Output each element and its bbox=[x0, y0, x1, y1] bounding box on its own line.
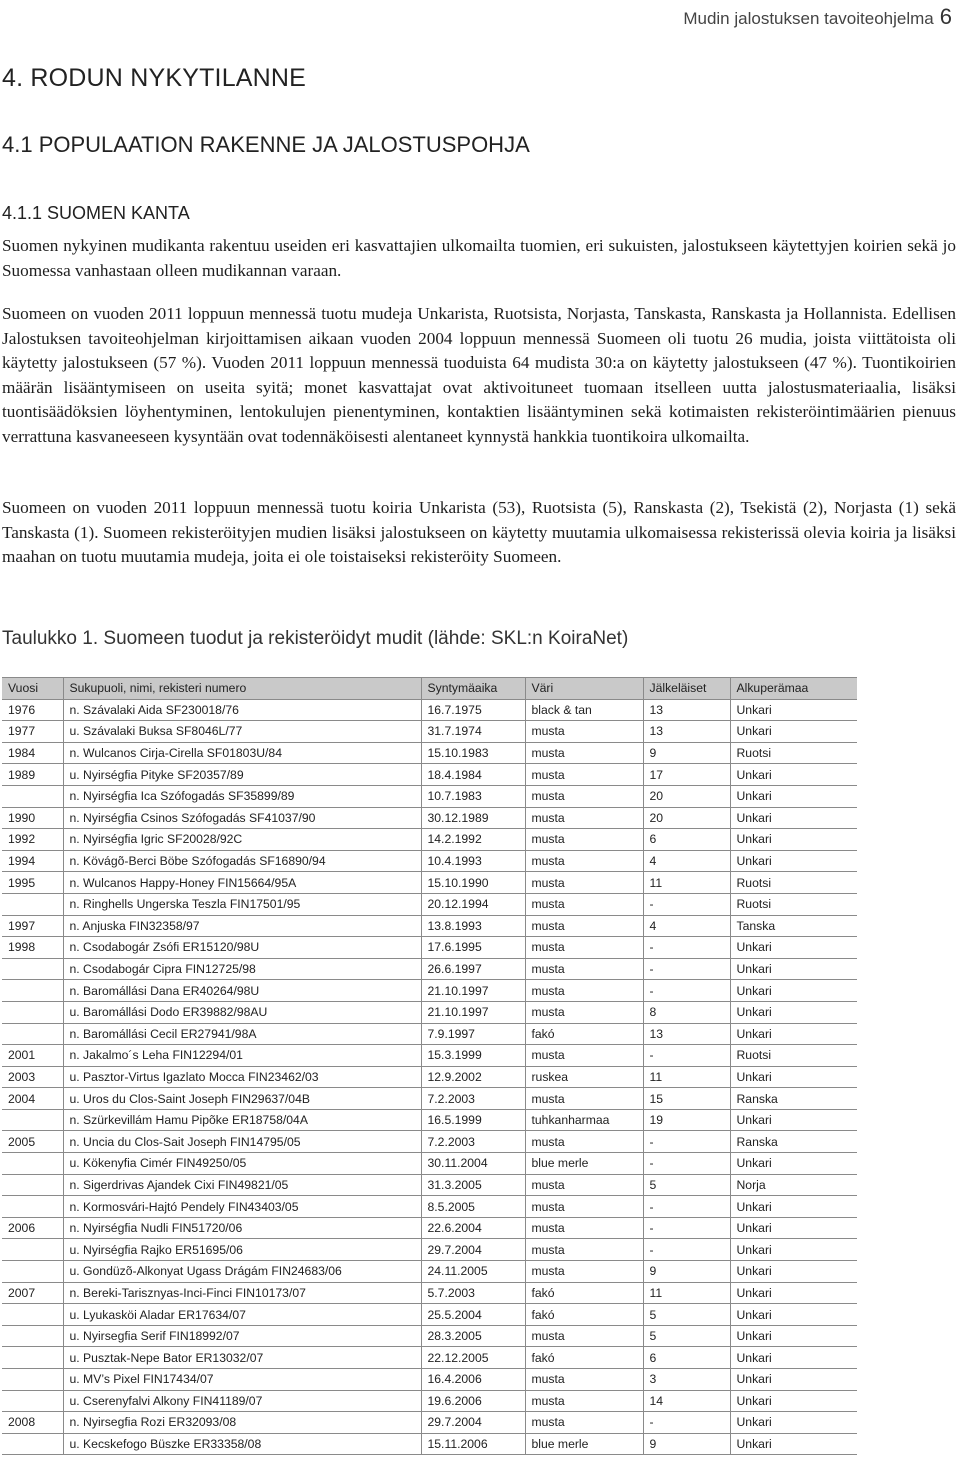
cell-col-name: u. Kökenyfia Cimér FIN49250/05 bbox=[63, 1153, 421, 1175]
cell-col-birthdate: 29.7.2004 bbox=[421, 1412, 525, 1434]
cell-col-year bbox=[2, 1109, 63, 1131]
cell-col-name: n. Wulcanos Happy-Honey FIN15664/95A bbox=[63, 872, 421, 894]
cell-col-birthdate: 5.7.2003 bbox=[421, 1282, 525, 1304]
cell-col-name: n. Anjuska FIN32358/97 bbox=[63, 915, 421, 937]
cell-col-origin: Unkari bbox=[730, 764, 857, 786]
cell-col-birthdate: 10.4.1993 bbox=[421, 850, 525, 872]
cell-col-color: musta bbox=[525, 937, 643, 959]
table-row bbox=[2, 1131, 857, 1153]
cell-col-birthdate: 30.12.1989 bbox=[421, 807, 525, 829]
table-row bbox=[2, 850, 857, 872]
cell-col-birthdate: 31.3.2005 bbox=[421, 1174, 525, 1196]
cell-col-color: musta bbox=[525, 829, 643, 851]
cell-col-year: 2005 bbox=[2, 1131, 63, 1153]
cell-col-name: n. Bereki-Tarisznyas-Inci-Finci FIN10173/07 bbox=[63, 1282, 421, 1304]
cell-col-origin: Ranska bbox=[730, 1088, 857, 1110]
cell-col-birthdate: 21.10.1997 bbox=[421, 980, 525, 1002]
cell-col-birthdate: 24.11.2005 bbox=[421, 1261, 525, 1283]
cell-col-origin: Unkari bbox=[730, 980, 857, 1002]
table-row bbox=[2, 872, 857, 894]
cell-col-offspring: 4 bbox=[643, 850, 730, 872]
cell-col-offspring: - bbox=[643, 980, 730, 1002]
cell-col-origin: Unkari bbox=[730, 1390, 857, 1412]
table-row bbox=[2, 1369, 857, 1391]
chapter-heading: 4. RODUN NYKYTILANNE bbox=[2, 64, 307, 92]
cell-col-year bbox=[2, 1369, 63, 1391]
page-number: 6 bbox=[939, 4, 952, 29]
cell-col-color: musta bbox=[525, 893, 643, 915]
cell-col-name: n. Baromállási Dana ER40264/98U bbox=[63, 980, 421, 1002]
cell-col-birthdate: 12.9.2002 bbox=[421, 1066, 525, 1088]
cell-col-origin: Tanska bbox=[730, 915, 857, 937]
cell-col-year bbox=[2, 1196, 63, 1218]
cell-col-year bbox=[2, 1433, 63, 1455]
cell-col-color: musta bbox=[525, 1001, 643, 1023]
cell-col-color: musta bbox=[525, 1196, 643, 1218]
table-row bbox=[2, 1045, 857, 1067]
cell-col-year: 2004 bbox=[2, 1088, 63, 1110]
cell-col-birthdate: 7.2.2003 bbox=[421, 1088, 525, 1110]
cell-col-color: musta bbox=[525, 764, 643, 786]
cell-col-birthdate: 10.7.1983 bbox=[421, 785, 525, 807]
cell-col-origin: Unkari bbox=[730, 1325, 857, 1347]
cell-col-birthdate: 15.10.1990 bbox=[421, 872, 525, 894]
cell-col-name: n. Ringhells Ungerska Teszla FIN17501/95 bbox=[63, 893, 421, 915]
cell-col-name: n. Szürkevillám Hamu Pipõke ER18758/04A bbox=[63, 1109, 421, 1131]
table-row bbox=[2, 829, 857, 851]
table-header-row bbox=[2, 678, 857, 700]
table-row bbox=[2, 1325, 857, 1347]
cell-col-name: n. Nyirségfia Igric SF20028/92C bbox=[63, 829, 421, 851]
table-row bbox=[2, 915, 857, 937]
cell-col-color: blue merle bbox=[525, 1153, 643, 1175]
cell-col-offspring: 13 bbox=[643, 699, 730, 721]
cell-col-year: 1976 bbox=[2, 699, 63, 721]
table-row bbox=[2, 1196, 857, 1218]
cell-col-offspring: 17 bbox=[643, 764, 730, 786]
cell-col-birthdate: 28.3.2005 bbox=[421, 1325, 525, 1347]
cell-col-origin: Ruotsi bbox=[730, 893, 857, 915]
cell-col-color: musta bbox=[525, 958, 643, 980]
cell-col-name: n. Kövágõ-Berci Böbe Szófogadás SF16890/94 bbox=[63, 850, 421, 872]
cell-col-birthdate: 18.4.1984 bbox=[421, 764, 525, 786]
cell-col-origin: Unkari bbox=[730, 807, 857, 829]
cell-col-offspring: 5 bbox=[643, 1174, 730, 1196]
cell-col-birthdate: 21.10.1997 bbox=[421, 1001, 525, 1023]
body-paragraph-1: Suomen nykyinen mudikanta rakentuu useiden eri kasvattajien ulkomailta tuomien, eri sukuisten, jalostukseen käytettyjen koirien sekä jo Suomessa vanhastaan olleen mudikannan varaan. bbox=[2, 236, 956, 280]
table-row bbox=[2, 1217, 857, 1239]
cell-col-color: musta bbox=[525, 807, 643, 829]
cell-col-offspring: 19 bbox=[643, 1109, 730, 1131]
cell-col-offspring: 6 bbox=[643, 829, 730, 851]
cell-col-origin: Unkari bbox=[730, 829, 857, 851]
cell-col-birthdate: 15.10.1983 bbox=[421, 742, 525, 764]
cell-col-birthdate: 20.12.1994 bbox=[421, 893, 525, 915]
table-row bbox=[2, 1433, 857, 1455]
running-title: Mudin jalostuksen tavoiteohjelma bbox=[683, 9, 934, 28]
cell-col-year bbox=[2, 980, 63, 1002]
cell-col-year bbox=[2, 1174, 63, 1196]
section-heading: 4.1 POPULAATION RAKENNE JA JALOSTUSPOHJA bbox=[2, 132, 530, 157]
running-header bbox=[683, 4, 952, 30]
cell-col-year bbox=[2, 1304, 63, 1326]
cell-col-color: black & tan bbox=[525, 699, 643, 721]
cell-col-offspring: - bbox=[643, 1217, 730, 1239]
cell-col-birthdate: 7.2.2003 bbox=[421, 1131, 525, 1153]
cell-col-year bbox=[2, 785, 63, 807]
table-row bbox=[2, 1153, 857, 1175]
cell-col-birthdate: 30.11.2004 bbox=[421, 1153, 525, 1175]
table-row bbox=[2, 1261, 857, 1283]
cell-col-color: tuhkanharmaa bbox=[525, 1109, 643, 1131]
cell-col-offspring: 20 bbox=[643, 807, 730, 829]
cell-col-offspring: 5 bbox=[643, 1304, 730, 1326]
cell-col-origin: Unkari bbox=[730, 1369, 857, 1391]
cell-col-color: musta bbox=[525, 915, 643, 937]
cell-col-name: n. Nyirsegfia Rozi ER32093/08 bbox=[63, 1412, 421, 1434]
cell-col-origin: Unkari bbox=[730, 958, 857, 980]
cell-col-offspring: - bbox=[643, 1196, 730, 1218]
cell-col-year bbox=[2, 893, 63, 915]
table-row bbox=[2, 1412, 857, 1434]
table-row bbox=[2, 785, 857, 807]
cell-col-name: n. Nyirségfia Ica Szófogadás SF35899/89 bbox=[63, 785, 421, 807]
cell-col-name: n. Nyirségfia Csinos Szófogadás SF41037/90 bbox=[63, 807, 421, 829]
cell-col-color: musta bbox=[525, 872, 643, 894]
table-row bbox=[2, 699, 857, 721]
body-paragraph-3: Suomeen on vuoden 2011 loppuun mennessä tuotu koiria Unkarista (53), Ruotsista (5), Ranskasta (2), Tsekistä (2), Norjasta (1) sekä Tanskasta (1). Suomeen rekisteröityjen mudien lisäksi jalostukseen on käytetty muutamia ulkomaisessa rekisterissä olevia koiria ja lisäksi maahan on tuotu muutamia mudeja, joita ei ole toistaiseksi rekisteröity Suomeen. bbox=[2, 498, 956, 567]
table-caption: Taulukko 1. Suomeen tuodut ja rekisteröidyt mudit (lähde: SKL:n KoiraNet) bbox=[2, 628, 629, 649]
table-row bbox=[2, 937, 857, 959]
cell-col-color: musta bbox=[525, 1369, 643, 1391]
cell-col-birthdate: 29.7.2004 bbox=[421, 1239, 525, 1261]
cell-col-offspring: 13 bbox=[643, 1023, 730, 1045]
cell-col-birthdate: 15.3.1999 bbox=[421, 1045, 525, 1067]
cell-col-birthdate: 22.6.2004 bbox=[421, 1217, 525, 1239]
cell-col-origin: Ruotsi bbox=[730, 872, 857, 894]
cell-col-origin: Unkari bbox=[730, 1239, 857, 1261]
cell-col-name: n. Szávalaki Aida SF230018/76 bbox=[63, 699, 421, 721]
cell-col-name: u. MV’s Pixel FIN17434/07 bbox=[63, 1369, 421, 1391]
cell-col-birthdate: 15.11.2006 bbox=[421, 1433, 525, 1455]
table-row bbox=[2, 1239, 857, 1261]
cell-col-birthdate: 22.12.2005 bbox=[421, 1347, 525, 1369]
table-row bbox=[2, 980, 857, 1002]
cell-col-year bbox=[2, 1390, 63, 1412]
header-col-name: Sukupuoli, nimi, rekisteri numero bbox=[63, 678, 421, 700]
cell-col-offspring: 14 bbox=[643, 1390, 730, 1412]
cell-col-birthdate: 7.9.1997 bbox=[421, 1023, 525, 1045]
table-row bbox=[2, 1109, 857, 1131]
table-row bbox=[2, 1390, 857, 1412]
table-row bbox=[2, 742, 857, 764]
cell-col-name: n. Sigerdrivas Ajandek Cixi FIN49821/05 bbox=[63, 1174, 421, 1196]
cell-col-offspring: 5 bbox=[643, 1325, 730, 1347]
cell-col-year: 1998 bbox=[2, 937, 63, 959]
table-row bbox=[2, 1347, 857, 1369]
cell-col-name: u. Uros du Clos-Saint Joseph FIN29637/04B bbox=[63, 1088, 421, 1110]
cell-col-color: musta bbox=[525, 785, 643, 807]
header-col-origin: Alkuperämaa bbox=[730, 678, 857, 700]
cell-col-year: 2003 bbox=[2, 1066, 63, 1088]
table-row bbox=[2, 1023, 857, 1045]
table-row bbox=[2, 958, 857, 980]
cell-col-year: 1990 bbox=[2, 807, 63, 829]
cell-col-offspring: 3 bbox=[643, 1369, 730, 1391]
cell-col-offspring: - bbox=[643, 1045, 730, 1067]
cell-col-name: u. Baromállási Dodo ER39882/98AU bbox=[63, 1001, 421, 1023]
cell-col-offspring: - bbox=[643, 937, 730, 959]
cell-col-color: musta bbox=[525, 1390, 643, 1412]
cell-col-year: 1994 bbox=[2, 850, 63, 872]
cell-col-color: musta bbox=[525, 1045, 643, 1067]
cell-col-name: n. Kormosvári-Hajtó Pendely FIN43403/05 bbox=[63, 1196, 421, 1218]
cell-col-color: musta bbox=[525, 742, 643, 764]
cell-col-color: fakó bbox=[525, 1282, 643, 1304]
header-col-color: Väri bbox=[525, 678, 643, 700]
cell-col-birthdate: 25.5.2004 bbox=[421, 1304, 525, 1326]
cell-col-name: u. Szávalaki Buksa SF8046L/77 bbox=[63, 721, 421, 743]
cell-col-origin: Unkari bbox=[730, 1282, 857, 1304]
cell-col-color: fakó bbox=[525, 1023, 643, 1045]
cell-col-name: n. Uncia du Clos-Sait Joseph FIN14795/05 bbox=[63, 1131, 421, 1153]
cell-col-birthdate: 26.6.1997 bbox=[421, 958, 525, 980]
cell-col-color: musta bbox=[525, 721, 643, 743]
cell-col-offspring: 9 bbox=[643, 742, 730, 764]
cell-col-color: musta bbox=[525, 1088, 643, 1110]
cell-col-color: musta bbox=[525, 850, 643, 872]
table-row bbox=[2, 1066, 857, 1088]
header-col-birthdate: Syntymäaika bbox=[421, 678, 525, 700]
cell-col-name: u. Pasztor-Virtus Igazlato Mocca FIN23462/03 bbox=[63, 1066, 421, 1088]
cell-col-year bbox=[2, 1239, 63, 1261]
cell-col-name: n. Jakalmo´s Leha FIN12294/01 bbox=[63, 1045, 421, 1067]
cell-col-offspring: 9 bbox=[643, 1433, 730, 1455]
cell-col-origin: Unkari bbox=[730, 1217, 857, 1239]
cell-col-origin: Unkari bbox=[730, 785, 857, 807]
cell-col-color: musta bbox=[525, 980, 643, 1002]
cell-col-year: 2006 bbox=[2, 1217, 63, 1239]
cell-col-birthdate: 19.6.2006 bbox=[421, 1390, 525, 1412]
cell-col-offspring: - bbox=[643, 1131, 730, 1153]
cell-col-offspring: - bbox=[643, 1153, 730, 1175]
table-row bbox=[2, 764, 857, 786]
cell-col-origin: Norja bbox=[730, 1174, 857, 1196]
cell-col-origin: Unkari bbox=[730, 1261, 857, 1283]
cell-col-origin: Unkari bbox=[730, 1066, 857, 1088]
cell-col-name: u. Gondüzõ-Alkonyat Ugass Drágám FIN24683/06 bbox=[63, 1261, 421, 1283]
cell-col-color: musta bbox=[525, 1412, 643, 1434]
cell-col-year bbox=[2, 1325, 63, 1347]
cell-col-origin: Unkari bbox=[730, 721, 857, 743]
cell-col-year bbox=[2, 1001, 63, 1023]
cell-col-color: musta bbox=[525, 1217, 643, 1239]
cell-col-birthdate: 16.5.1999 bbox=[421, 1109, 525, 1131]
cell-col-name: n. Wulcanos Cirja-Cirella SF01803U/84 bbox=[63, 742, 421, 764]
cell-col-name: u. Nyirsegfia Serif FIN18992/07 bbox=[63, 1325, 421, 1347]
cell-col-origin: Unkari bbox=[730, 1347, 857, 1369]
cell-col-color: musta bbox=[525, 1325, 643, 1347]
cell-col-birthdate: 8.5.2005 bbox=[421, 1196, 525, 1218]
cell-col-name: u. Nyirségfia Rajko ER51695/06 bbox=[63, 1239, 421, 1261]
cell-col-color: musta bbox=[525, 1174, 643, 1196]
cell-col-name: u. Pusztak-Nepe Bator ER13032/07 bbox=[63, 1347, 421, 1369]
cell-col-year bbox=[2, 1347, 63, 1369]
cell-col-color: fakó bbox=[525, 1347, 643, 1369]
cell-col-origin: Unkari bbox=[730, 937, 857, 959]
cell-col-year: 1995 bbox=[2, 872, 63, 894]
cell-col-offspring: 11 bbox=[643, 1066, 730, 1088]
cell-col-birthdate: 16.4.2006 bbox=[421, 1369, 525, 1391]
cell-col-origin: Unkari bbox=[730, 1153, 857, 1175]
cell-col-name: n. Nyirségfia Nudli FIN51720/06 bbox=[63, 1217, 421, 1239]
table-row bbox=[2, 893, 857, 915]
cell-col-year bbox=[2, 1261, 63, 1283]
cell-col-origin: Unkari bbox=[730, 1001, 857, 1023]
table-row bbox=[2, 1174, 857, 1196]
cell-col-birthdate: 17.6.1995 bbox=[421, 937, 525, 959]
cell-col-origin: Ruotsi bbox=[730, 742, 857, 764]
header-col-year: Vuosi bbox=[2, 678, 63, 700]
cell-col-offspring: 13 bbox=[643, 721, 730, 743]
cell-col-color: blue merle bbox=[525, 1433, 643, 1455]
cell-col-year bbox=[2, 1023, 63, 1045]
cell-col-year: 1977 bbox=[2, 721, 63, 743]
cell-col-birthdate: 13.8.1993 bbox=[421, 915, 525, 937]
cell-col-origin: Ruotsi bbox=[730, 1045, 857, 1067]
cell-col-origin: Unkari bbox=[730, 699, 857, 721]
cell-col-offspring: 11 bbox=[643, 872, 730, 894]
cell-col-color: ruskea bbox=[525, 1066, 643, 1088]
cell-col-year: 2007 bbox=[2, 1282, 63, 1304]
cell-col-name: u. Kecskefogo Büszke ER33358/08 bbox=[63, 1433, 421, 1455]
header-col-offspring: Jälkeläiset bbox=[643, 678, 730, 700]
cell-col-offspring: - bbox=[643, 893, 730, 915]
table-row bbox=[2, 721, 857, 743]
imported-dogs-table bbox=[2, 677, 857, 1455]
cell-col-year: 1989 bbox=[2, 764, 63, 786]
cell-col-name: n. Baromállási Cecil ER27941/98A bbox=[63, 1023, 421, 1045]
cell-col-year: 1997 bbox=[2, 915, 63, 937]
cell-col-offspring: 20 bbox=[643, 785, 730, 807]
cell-col-color: musta bbox=[525, 1261, 643, 1283]
cell-col-offspring: 11 bbox=[643, 1282, 730, 1304]
cell-col-name: u. Lyukasköi Aladar ER17634/07 bbox=[63, 1304, 421, 1326]
cell-col-origin: Unkari bbox=[730, 1109, 857, 1131]
cell-col-color: musta bbox=[525, 1131, 643, 1153]
table-row bbox=[2, 1088, 857, 1110]
cell-col-name: n. Csodabogár Zsófi ER15120/98U bbox=[63, 937, 421, 959]
cell-col-year: 1992 bbox=[2, 829, 63, 851]
subsection-heading: 4.1.1 SUOMEN KANTA bbox=[2, 203, 190, 223]
cell-col-offspring: 15 bbox=[643, 1088, 730, 1110]
cell-col-color: musta bbox=[525, 1239, 643, 1261]
cell-col-birthdate: 16.7.1975 bbox=[421, 699, 525, 721]
table-header bbox=[2, 678, 857, 700]
cell-col-origin: Unkari bbox=[730, 1433, 857, 1455]
body-paragraph-2: Suomeen on vuoden 2011 loppuun mennessä tuotu mudeja Unkarista, Ruotsista, Norjasta, Tanskasta, Ranskasta ja Hollannista. Edellisen Jalostuksen tavoiteohjelman kirjoittamisen aikaan vuoden 2004 loppuun mennessä Suomeen oli tuotu 26 mudia, joista viittätoista oli käytetty jalostukseen (57 %). Vuoden 2011 loppuun mennessä tuoduista 64 mudista 30:a on käytetty jalostukseen (47 %). Tuontikoirien määrän lisääntymiseen on useita syitä; monet kasvattajat ovat aktivoituneet tuomaan itselleen uutta jalostusmateriaalia, lisäksi tuontisäädöksien löyhentyminen, lentokulujen pienentyminen, kontaktien lisääntyminen sekä kotimaisten rekisteröintimäärien pienuus verrattuna kasvaneeseen kysyntään ovat todennäköisesti alentaneet kynnystä hankkia tuontikoira ulkomailta. bbox=[2, 304, 956, 446]
cell-col-offspring: 9 bbox=[643, 1261, 730, 1283]
cell-col-birthdate: 31.7.1974 bbox=[421, 721, 525, 743]
cell-col-offspring: 4 bbox=[643, 915, 730, 937]
cell-col-name: u. Cserenyfalvi Alkony FIN41189/07 bbox=[63, 1390, 421, 1412]
cell-col-origin: Unkari bbox=[730, 1196, 857, 1218]
table-row bbox=[2, 1282, 857, 1304]
cell-col-offspring: - bbox=[643, 958, 730, 980]
cell-col-year bbox=[2, 958, 63, 980]
cell-col-origin: Unkari bbox=[730, 850, 857, 872]
cell-col-offspring: 6 bbox=[643, 1347, 730, 1369]
cell-col-color: fakó bbox=[525, 1304, 643, 1326]
table-row bbox=[2, 807, 857, 829]
cell-col-offspring: 8 bbox=[643, 1001, 730, 1023]
cell-col-year: 2001 bbox=[2, 1045, 63, 1067]
cell-col-origin: Unkari bbox=[730, 1023, 857, 1045]
table-row bbox=[2, 1001, 857, 1023]
cell-col-birthdate: 14.2.1992 bbox=[421, 829, 525, 851]
cell-col-origin: Ranska bbox=[730, 1131, 857, 1153]
cell-col-year bbox=[2, 1153, 63, 1175]
cell-col-name: u. Nyirségfia Pityke SF20357/89 bbox=[63, 764, 421, 786]
cell-col-year: 2008 bbox=[2, 1412, 63, 1434]
table-row bbox=[2, 1304, 857, 1326]
cell-col-origin: Unkari bbox=[730, 1412, 857, 1434]
cell-col-name: n. Csodabogár Cipra FIN12725/98 bbox=[63, 958, 421, 980]
cell-col-offspring: - bbox=[643, 1412, 730, 1434]
cell-col-year: 1984 bbox=[2, 742, 63, 764]
table-body bbox=[2, 699, 857, 1455]
cell-col-origin: Unkari bbox=[730, 1304, 857, 1326]
cell-col-offspring: - bbox=[643, 1239, 730, 1261]
